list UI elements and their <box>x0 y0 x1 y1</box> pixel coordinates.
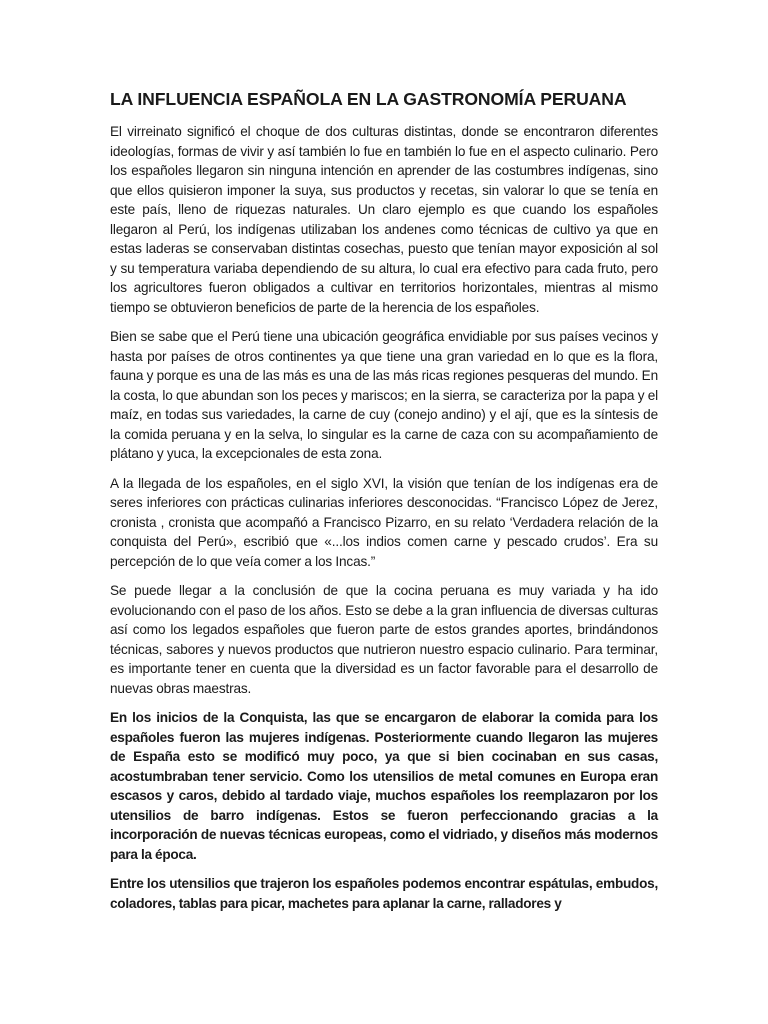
document-content <box>110 88 658 923</box>
paragraph-conquista: En los inicios de la Conquista, las que se encargaron de elaborar la comida para los españoles fueron las mujeres indígenas. Posteriormente cuando llegaron las mujeres de España esto se modificó muy poco, ya que si bien cocinaban en sus casas, acostumbraban tener servicio. Como los utensilios de metal comunes en Europa eran escasos y caros, debido al tardado viaje, muchos españoles los reemplazaron por los utensilios de barro indígenas. Estos se fueron perfeccionando gracias a la incorporación de nuevas técnicas europeas, como el vidriado, y diseños más modernos para la época. <box>110 710 658 862</box>
paragraph-utensilios: Entre los utensilios que trajeron los españoles podemos encontrar espátulas, embudos, coladores, tablas para picar, machetes para aplanar la carne, ralladores y <box>110 876 658 911</box>
paragraph-virreinato: El virreinato significó el choque de dos culturas distintas, donde se encontraron diferentes ideologías, formas de vivir y así también lo fue en también lo fue en el aspecto culinario. Pero los españoles llegaron sin ninguna intención en aprender de las costumbres indígenas, sino que ellos quisieron imponer la suya, sus productos y recetas, sin valorar lo que se tenía en este país, lleno de riquezas naturales. Un claro ejemplo es que cuando los españoles llegaron al Perú, los indígenas utilizaban los andenes como técnicas de cultivo ya que en estas laderas se conservaban distintas cosechas, puesto que tenían mayor exposición al sol y su temperatura variaba dependiendo de su altura, lo cual era efectivo para cada fruto, pero los agricultores fueron obligados a cultivar en territorios horizontales, mientras al mismo tiempo se obtuvieron beneficios de parte de la herencia de los españoles. <box>110 124 658 315</box>
document-title: LA INFLUENCIA ESPAÑOLA EN LA GASTRONOMÍA PERUANA <box>110 89 627 109</box>
paragraph-llegada: A la llegada de los españoles, en el siglo XVI, la visión que tenían de los indígenas era de seres inferiores con prácticas culinarias inferiores desconocidas. “Francisco López de Jerez, cronista , cronista que acompañó a Francisco Pizarro, en su relato ‘Verdadera relación de la conquista del Perú», escribió que «...los indios comen carne y pescado crudos’. Era su percepción de lo que veía comer a los Incas.” <box>110 475 658 569</box>
paragraph-conclusion: Se puede llegar a la conclusión de que la cocina peruana es muy variada y ha ido evolucionando con el paso de los años. Esto se debe a la gran influencia de diversas culturas así como los legados españoles que fueron parte de estos grandes aportes, brindándonos técnicas, sabores y nuevos productos que nutrieron nuestro espacio culinario. Para terminar, es importante tener en cuenta que la diversidad es un factor favorable para el desarrollo de nuevas obras maestras. <box>110 583 658 696</box>
paragraph-geografia: Bien se sabe que el Perú tiene una ubicación geográfica envidiable por sus países vecinos y hasta por países de otros continentes ya que tiene una gran variedad en lo que es la flora, fauna y porque es una de las más es una de las más ricas regiones pesqueras del mundo. En la costa, lo que abundan son los peces y mariscos; en la sierra, se caracteriza por la papa y el maíz, en todas sus variedades, la carne de cuy (conejo andino) y el ají, que es la síntesis de la comida peruana y en la selva, lo singular es la carne de caza con su acompañamiento de plátano y yuca, la excepcionales de esta zona. <box>110 329 658 461</box>
